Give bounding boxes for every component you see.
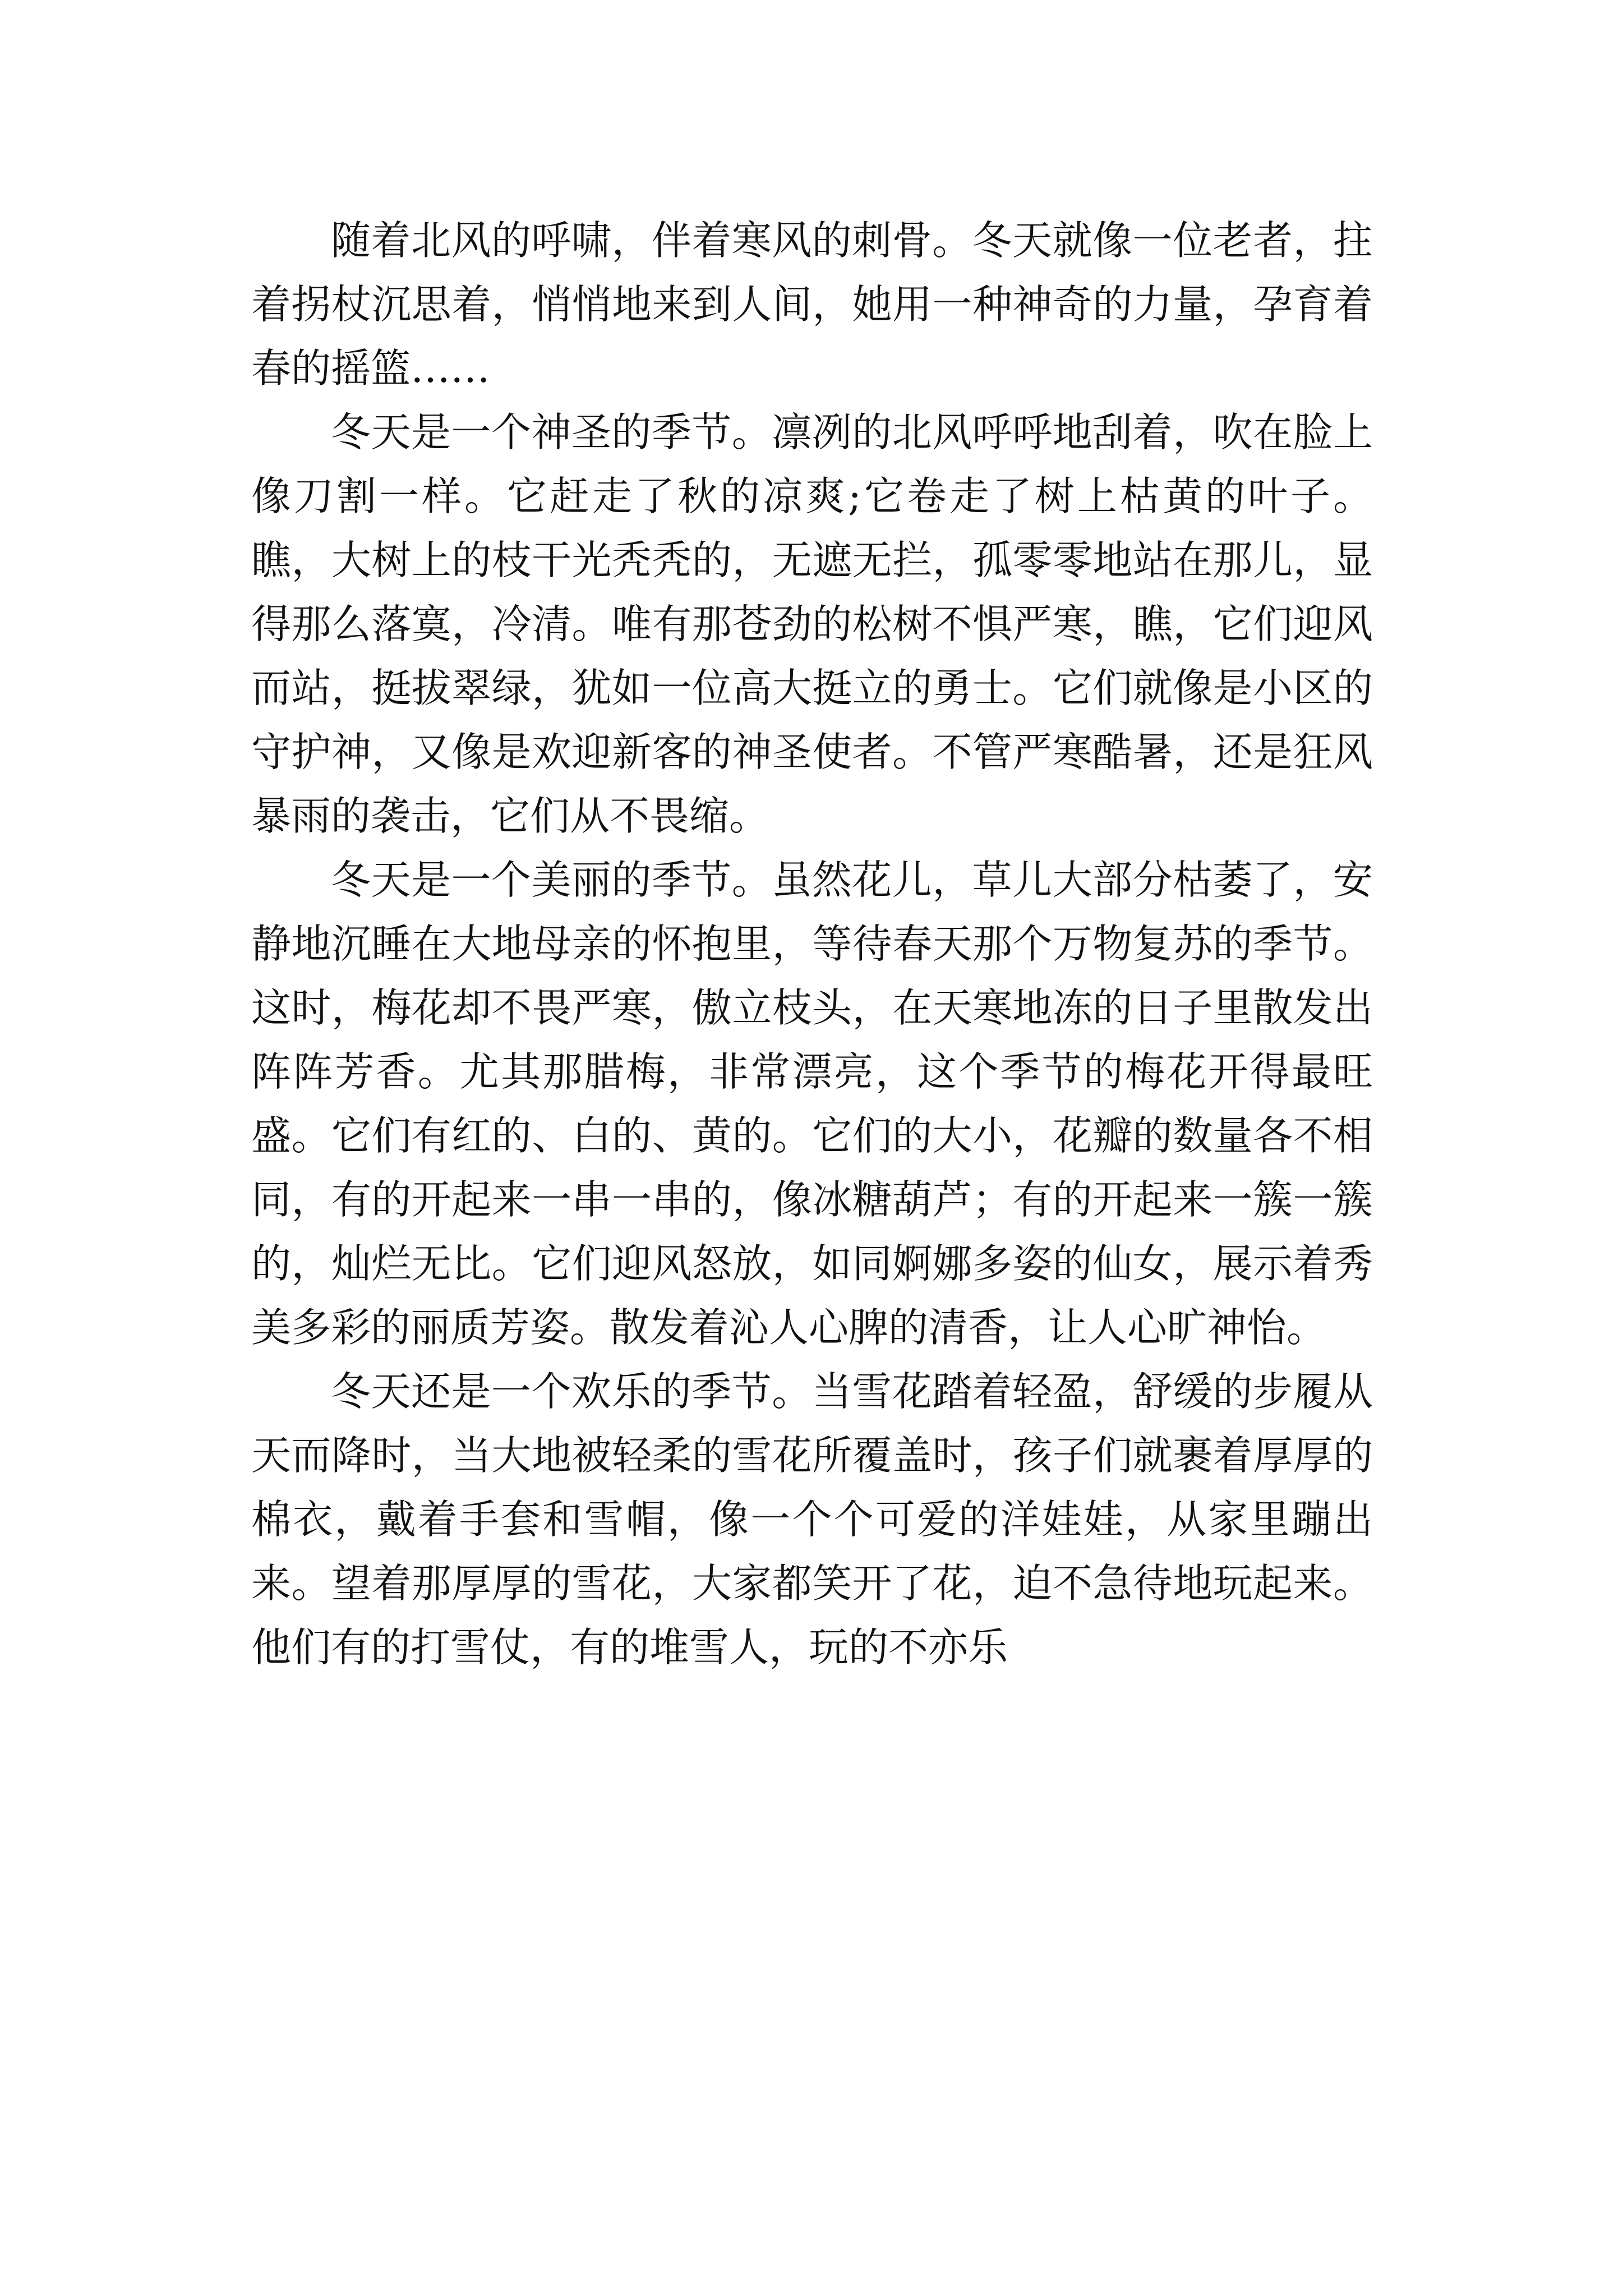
document-body [251,209,1373,1680]
paragraph-sacred-season: 冬天是一个神圣的季节。凛冽的北风呼呼地刮着，吹在脸上像刀割一样。它赶走了秋的凉爽;它卷走了树上枯黄的叶子。瞧，大树上的枝干光秃秃的，无遮无拦，孤零零地站在那儿，显得那么落寞，冷清。唯有那苍劲的松树不惧严寒，瞧，它们迎风而站，挺拔翠绿，犹如一位高大挺立的勇士。它们就像是小区的守护神，又像是欢迎新客的神圣使者。不管严寒酷暑，还是狂风暴雨的袭击，它们从不畏缩。 [251,409,1373,839]
paragraph-winter-arrival: 随着北风的呼啸，伴着寒风的刺骨。冬天就像一位老者，拄着拐杖沉思着，悄悄地来到人间，她用一种神奇的力量，孕育着春的摇篮…… [251,217,1373,392]
paragraph-beautiful-season: 冬天是一个美丽的季节。虽然花儿，草儿大部分枯萎了，安静地沉睡在大地母亲的怀抱里，等待春天那个万物复苏的季节。这时，梅花却不畏严寒，傲立枝头，在天寒地冻的日子里散发出阵阵芳香。尤其那腊梅，非常漂亮，这个季节的梅花开得最旺盛。它们有红的、白的、黄的。它们的大小，花瓣的数量各不相同，有的开起来一串一串的，像冰糖葫芦；有的开起来一簇一簇的，灿烂无比。它们迎风怒放，如同婀娜多姿的仙女，展示着秀美多彩的丽质芳姿。散发着沁人心脾的清香，让人心旷神怡。 [251,857,1373,1351]
paragraph-joyful-season: 冬天还是一个欢乐的季节。当雪花踏着轻盈，舒缓的步履从天而降时，当大地被轻柔的雪花所覆盖时，孩子们就裹着厚厚的棉衣，戴着手套和雪帽，像一个个可爱的洋娃娃，从家里蹦出来。望着那厚厚的雪花，大家都笑开了花，迫不急待地玩起来。他们有的打雪仗，有的堆雪人，玩的不亦乐 [251,1368,1373,1671]
